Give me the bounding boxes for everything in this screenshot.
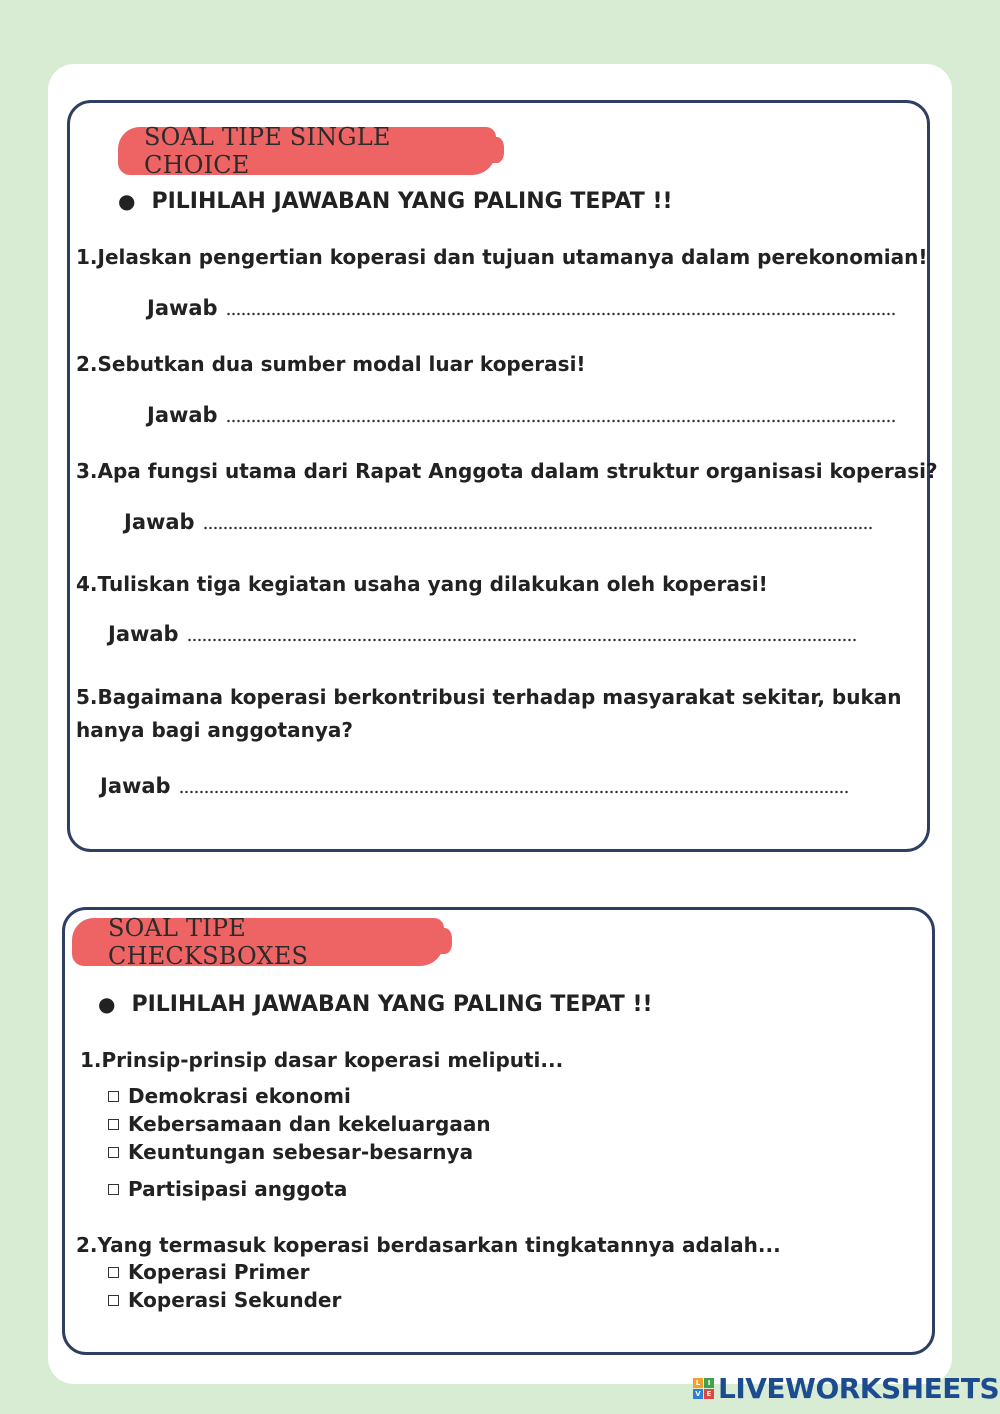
- answer-line-4[interactable]: [108, 622, 857, 646]
- section1-banner-title: SOAL TIPE SINGLE CHOICE: [144, 123, 391, 179]
- answer-label: Jawab: [124, 510, 195, 534]
- checkbox-option[interactable]: Keuntungan sebesar-besarnya: [108, 1140, 473, 1164]
- answer-label: Jawab: [147, 403, 218, 427]
- answer-line-1[interactable]: [147, 296, 896, 320]
- answer-dots: [226, 312, 896, 316]
- checkbox-option[interactable]: Kebersamaan dan kekeluargaan: [108, 1112, 491, 1136]
- checkbox-question-2: 2.Yang termasuk koperasi berdasarkan tingkatannya adalah...: [76, 1233, 781, 1257]
- answer-dots: [203, 526, 873, 530]
- liveworksheets-logo[interactable]: [693, 1372, 999, 1405]
- checkbox-option[interactable]: Demokrasi ekonomi: [108, 1084, 351, 1108]
- section1-instruction: ● PILIHLAH JAWABAN YANG PALING TEPAT !!: [118, 189, 673, 214]
- checkbox-option[interactable]: Partisipasi anggota: [108, 1177, 347, 1201]
- answer-line-3[interactable]: [124, 510, 873, 534]
- question-5-line1: 5.Bagaimana koperasi berkontribusi terhadap masyarakat sekitar, bukan: [76, 685, 902, 709]
- bullet-icon: ●: [118, 189, 136, 213]
- logo-icon: L I V E: [693, 1378, 714, 1399]
- checkbox-icon[interactable]: [108, 1267, 119, 1278]
- question-1: 1.Jelaskan pengertian koperasi dan tujuan utamanya dalam perekonomian!: [76, 245, 928, 269]
- bullet-icon: ●: [98, 992, 116, 1016]
- checkbox-icon[interactable]: [108, 1119, 119, 1130]
- checkbox-icon[interactable]: [108, 1184, 119, 1195]
- answer-line-2[interactable]: [147, 403, 896, 427]
- answer-line-5[interactable]: [100, 774, 849, 798]
- checkbox-option[interactable]: Koperasi Primer: [108, 1260, 310, 1284]
- question-2: 2.Sebutkan dua sumber modal luar koperasi!: [76, 352, 586, 376]
- answer-label: Jawab: [147, 296, 218, 320]
- section2-instruction: ● PILIHLAH JAWABAN YANG PALING TEPAT !!: [98, 992, 653, 1017]
- question-3: 3.Apa fungsi utama dari Rapat Anggota dalam struktur organisasi koperasi?: [76, 459, 938, 483]
- section2-banner: [72, 914, 444, 970]
- checkbox-question-1: 1.Prinsip-prinsip dasar koperasi meliputi...: [80, 1048, 564, 1072]
- checkbox-icon[interactable]: [108, 1091, 119, 1102]
- checkbox-icon[interactable]: [108, 1147, 119, 1158]
- section2-banner-title: SOAL TIPE CHECKSBOXES: [108, 914, 309, 970]
- question-4: 4.Tuliskan tiga kegiatan usaha yang dilakukan oleh koperasi!: [76, 572, 768, 596]
- answer-label: Jawab: [100, 774, 171, 798]
- question-5-line2: hanya bagi anggotanya?: [76, 718, 353, 742]
- section1-banner: [118, 123, 496, 179]
- logo-text: LIVEWORKSHEETS: [718, 1372, 1000, 1405]
- answer-dots: [226, 419, 896, 423]
- answer-label: Jawab: [108, 622, 179, 646]
- answer-dots: [179, 790, 849, 794]
- checkbox-icon[interactable]: [108, 1295, 119, 1306]
- checkbox-option[interactable]: Koperasi Sekunder: [108, 1288, 341, 1312]
- answer-dots: [187, 638, 857, 642]
